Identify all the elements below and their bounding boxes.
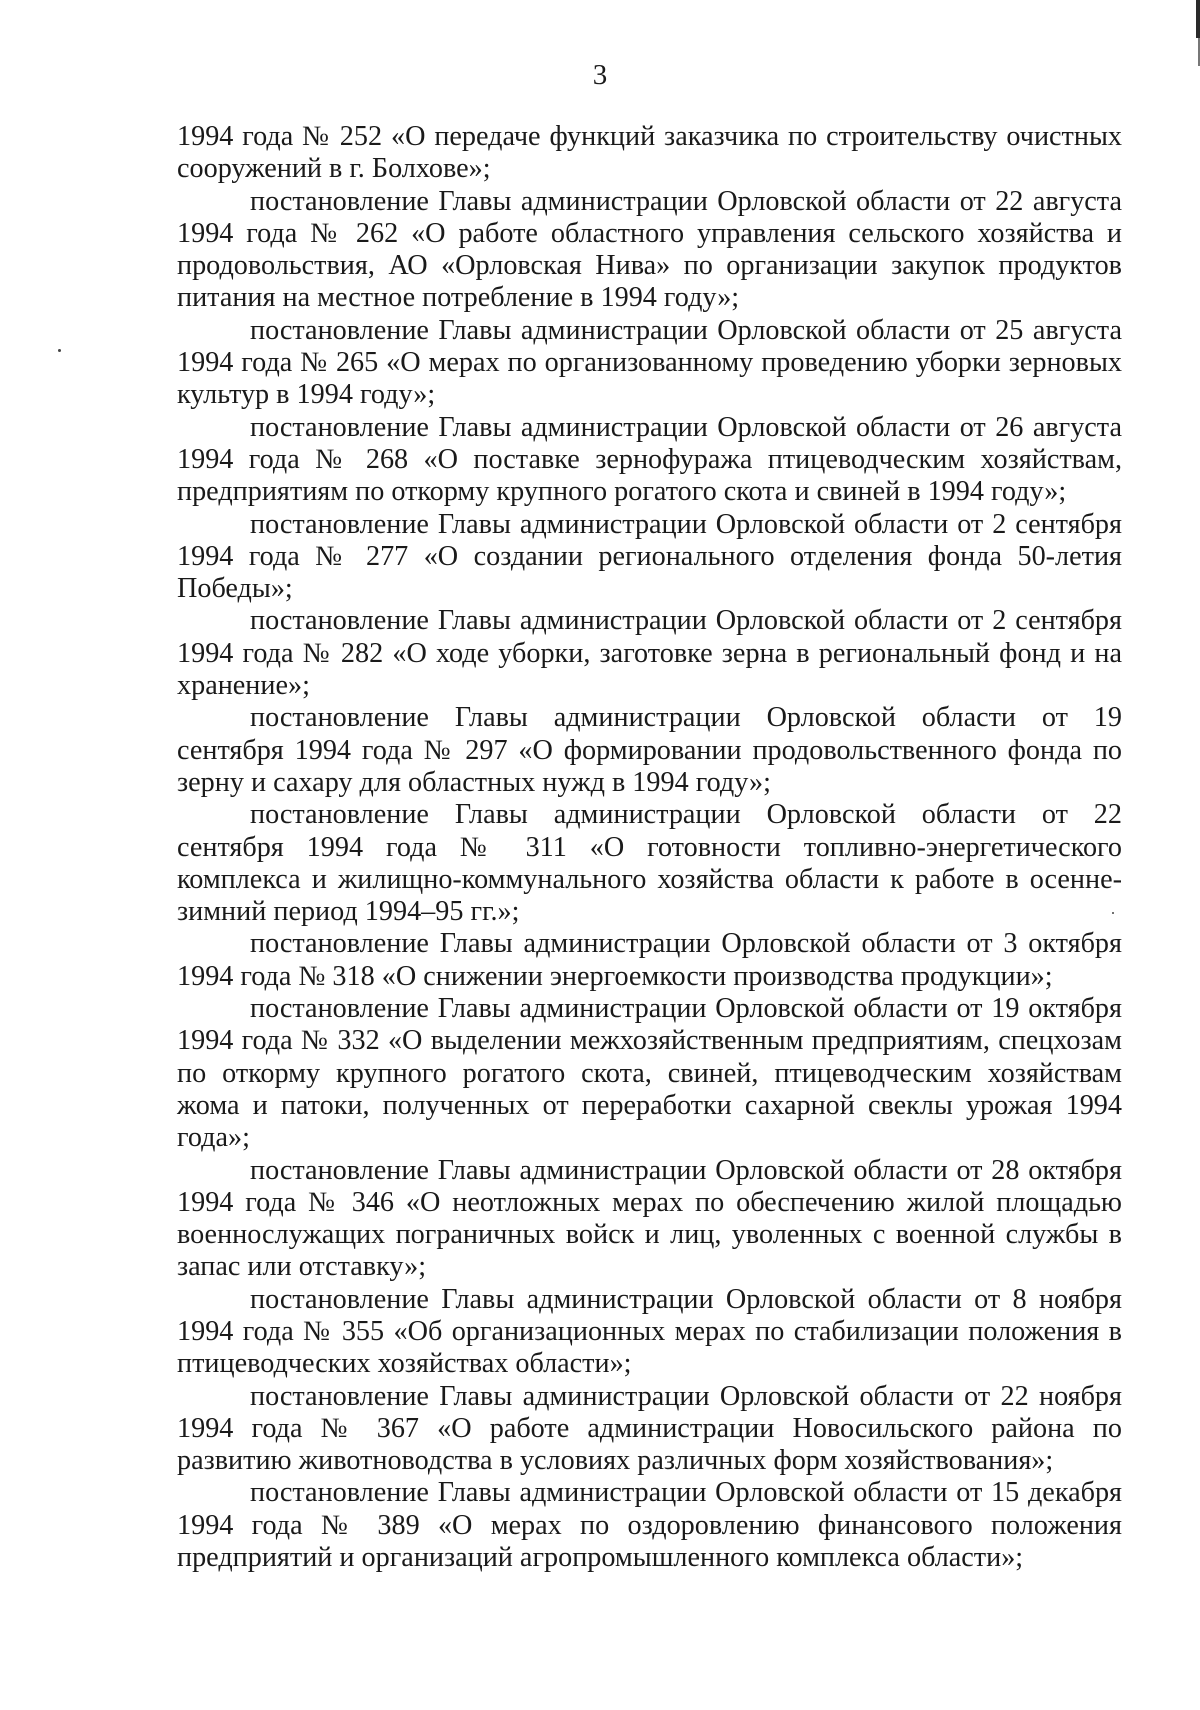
- scan-edge-mark: [1196, 0, 1200, 38]
- paragraph-resolution-367: постановление Главы администрации Орловской области от 22 ноября 1994 года № 367 «О работе администрации Новосильского района по развитию животноводства в условиях различных форм хозяйствования»;: [177, 1380, 1122, 1477]
- paragraph-resolution-355: постановление Главы администрации Орловской области от 8 ноября 1994 года № 355 «Об организационных мерах по стабилизации положения в птицеводческих хозяйствах области»;: [177, 1283, 1122, 1380]
- paragraph-resolution-311: постановление Главы администрации Орловской области от 22 сентября 1994 года № 311 «О готовности топливно-энергетического комплекса и жилищно-коммунального хозяйства области к работе в осенне-зимний период 1994–95 гг.»;: [177, 799, 1122, 928]
- paragraph-continuation: 1994 года № 252 «О передаче функций заказчика по строительству очистных сооружений в г. Болхове»;: [177, 121, 1122, 185]
- paragraph-resolution-282: постановление Главы администрации Орловской области от 2 сентября 1994 года № 282 «О ходе уборки, заготовке зерна в региональный фонд и на хранение»;: [177, 605, 1122, 702]
- paragraph-resolution-332: постановление Главы администрации Орловской области от 19 октября 1994 года № 332 «О выделении межхозяйственным предприятиям, спецхозам по откорму крупного рогатого скота, свиней, птицеводческим хозяйствам жома и патоки, полученных от переработки сахарной свеклы урожая 1994 года»;: [177, 993, 1122, 1154]
- paragraph-resolution-389: постановление Главы администрации Орловской области от 15 декабря 1994 года № 389 «О мерах по оздоровлению финансового положения предприятий и организаций агропромышленного комплекса области»;: [177, 1477, 1122, 1574]
- document-body: [177, 121, 1122, 1574]
- paragraph-resolution-277: постановление Главы администрации Орловской области от 2 сентября 1994 года № 277 «О создании регионального отделения фонда 50-летия Победы»;: [177, 508, 1122, 605]
- paragraph-resolution-262: постановление Главы администрации Орловской области от 22 августа 1994 года № 262 «О работе областного управления сельского хозяйства и продовольствия, АО «Орловская Нива» по организации закупок продуктов питания на местное потребление в 1994 году»;: [177, 185, 1122, 314]
- scan-speck: [58, 349, 61, 352]
- page-number: 3: [592, 59, 608, 91]
- paragraph-resolution-346: постановление Главы администрации Орловской области от 28 октября 1994 года № 346 «О неотложных мерах по обеспечению жилой площадью военнослужащих пограничных войск и лиц, уволенных с военной службы в запас или отставку»;: [177, 1154, 1122, 1283]
- paragraph-resolution-268: постановление Главы администрации Орловской области от 26 августа 1994 года № 268 «О поставке зернофуража птицеводческим хозяйствам, предприятиям по откорму крупного рогатого скота и свиней в 1994 году»;: [177, 411, 1122, 508]
- paragraph-resolution-318: постановление Главы администрации Орловской области от 3 октября 1994 года № 318 «О снижении энергоемкости производства продукции»;: [177, 928, 1122, 992]
- paragraph-resolution-265: постановление Главы администрации Орловской области от 25 августа 1994 года № 265 «О мерах по организованному проведению уборки зерновых культур в 1994 году»;: [177, 314, 1122, 411]
- paragraph-resolution-297: постановление Главы администрации Орловской области от 19 сентября 1994 года № 297 «О формировании продовольственного фонда по зерну и сахару для областных нужд в 1994 году»;: [177, 702, 1122, 798]
